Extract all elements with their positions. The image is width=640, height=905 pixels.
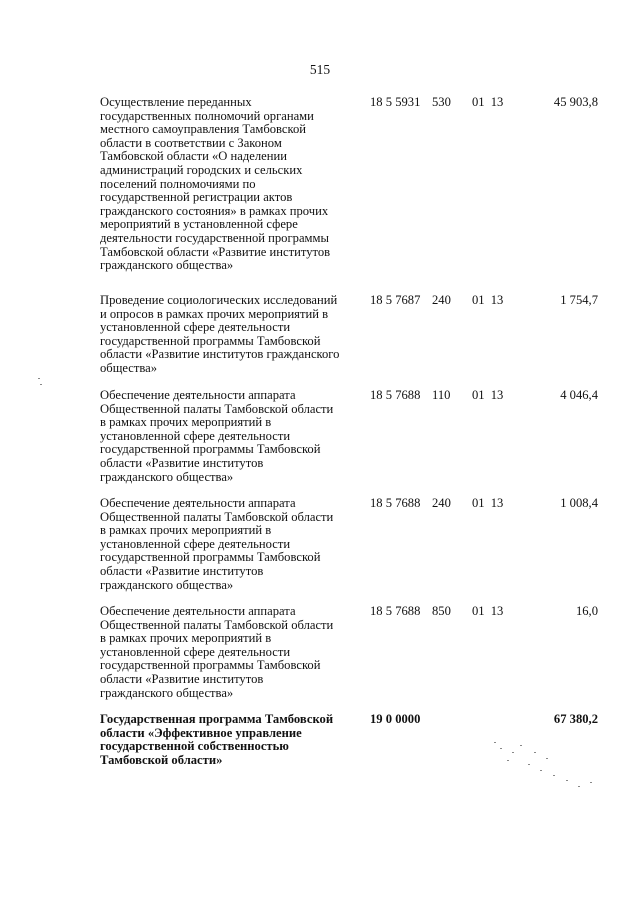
description-line: и опросов в рамках прочих мероприятий в [100,306,329,321]
description-line: области в соответствии с Законом [100,135,282,150]
description-line: Обеспечение деятельности аппарата [100,496,296,510]
description-line: Тамбовской области «Развитие институтов [100,244,331,259]
description-line: гражданского общества» [100,469,234,484]
description-line: Обеспечение деятельности аппарата [100,388,296,402]
target-article-code: 18 5 7687 [370,293,421,307]
row-description [100,96,362,273]
section-code: 01 13 [472,293,504,307]
description-line: области «Развитие институтов [100,563,264,578]
target-article-code: 18 5 7688 [370,496,421,510]
description-line: местного самоуправления Тамбовской [100,122,307,137]
page-number: 515 [309,62,331,77]
description-line: государственных полномочий органами [100,108,314,123]
target-article-code: 18 5 7688 [370,388,421,402]
section-code: 01 13 [472,388,504,402]
description-line: установленной сфере деятельности [100,428,291,443]
description-line: гражданского общества» [100,258,234,273]
section-code: 01 13 [472,95,504,109]
target-article-code: 18 5 7688 [370,604,421,618]
section-code: 01 13 [472,604,504,618]
amount: 16,0 [575,604,598,618]
description-line: государственной программы Тамбовской [100,333,321,348]
row-description [100,497,362,592]
description-line: государственной программы Тамбовской [100,550,321,565]
description-line: Осуществление переданных [100,95,252,109]
description-line: области «Развитие институтов [100,671,264,686]
description-line: гражданского общества» [100,577,234,592]
description-line: Государственная программа Тамбовской [100,712,334,726]
amount: 1 754,7 [560,293,598,307]
target-article-code: 18 5 5931 [370,95,421,109]
description-line: государственной собственностью [100,739,289,754]
amount: 1 008,4 [560,496,598,510]
row-description [100,713,362,767]
description-line: установленной сфере деятельности [100,536,291,551]
row-description [100,389,362,484]
description-line: в рамках прочих мероприятий в [100,523,272,538]
expense-type-code: 240 [432,293,451,307]
description-line: Обеспечение деятельности аппарата [100,604,296,618]
description-line: мероприятий в установленной сфере [100,217,298,232]
expense-type-code: 530 [432,95,451,109]
target-article-code: 19 0 0000 [370,712,421,726]
amount: 4 046,4 [560,388,598,402]
description-line: государственной регистрации актов [100,190,293,205]
expense-type-code: 850 [432,604,451,618]
description-line: в рамках прочих мероприятий в [100,631,272,646]
expense-type-code: 110 [432,388,451,402]
amount: 67 380,2 [553,712,598,726]
description-line: установленной сфере деятельности [100,644,291,659]
expense-type-code: 240 [432,496,451,510]
description-line: области «Эффективное управление [100,725,302,740]
description-line: гражданского общества» [100,685,234,700]
description-line: области «Развитие институтов [100,455,264,470]
description-line: установленной сфере деятельности [100,320,291,335]
description-line: области «Развитие институтов гражданского [100,347,340,362]
row-description [100,294,362,376]
description-line: Общественной палаты Тамбовской области [100,509,334,524]
description-line: государственной программы Тамбовской [100,442,321,457]
description-line: администраций городских и сельских [100,162,303,177]
description-line: деятельности государственной программы [100,230,329,245]
description-line: государственной программы Тамбовской [100,658,321,673]
description-line: поселений полномочиями по [100,176,256,191]
description-line: Тамбовской области» [100,752,223,767]
section-code: 01 13 [472,496,504,510]
description-line: Общественной палаты Тамбовской области [100,401,334,416]
description-line: в рамках прочих мероприятий в [100,415,272,430]
row-description [100,605,362,700]
description-line: Общественной палаты Тамбовской области [100,617,334,632]
amount: 45 903,8 [553,95,598,109]
description-line: Проведение социологических исследований [100,293,338,307]
description-line: гражданского состояния» в рамках прочих [100,203,329,218]
description-line: Тамбовской области «О наделении [100,149,287,164]
description-line: общества» [100,360,158,375]
